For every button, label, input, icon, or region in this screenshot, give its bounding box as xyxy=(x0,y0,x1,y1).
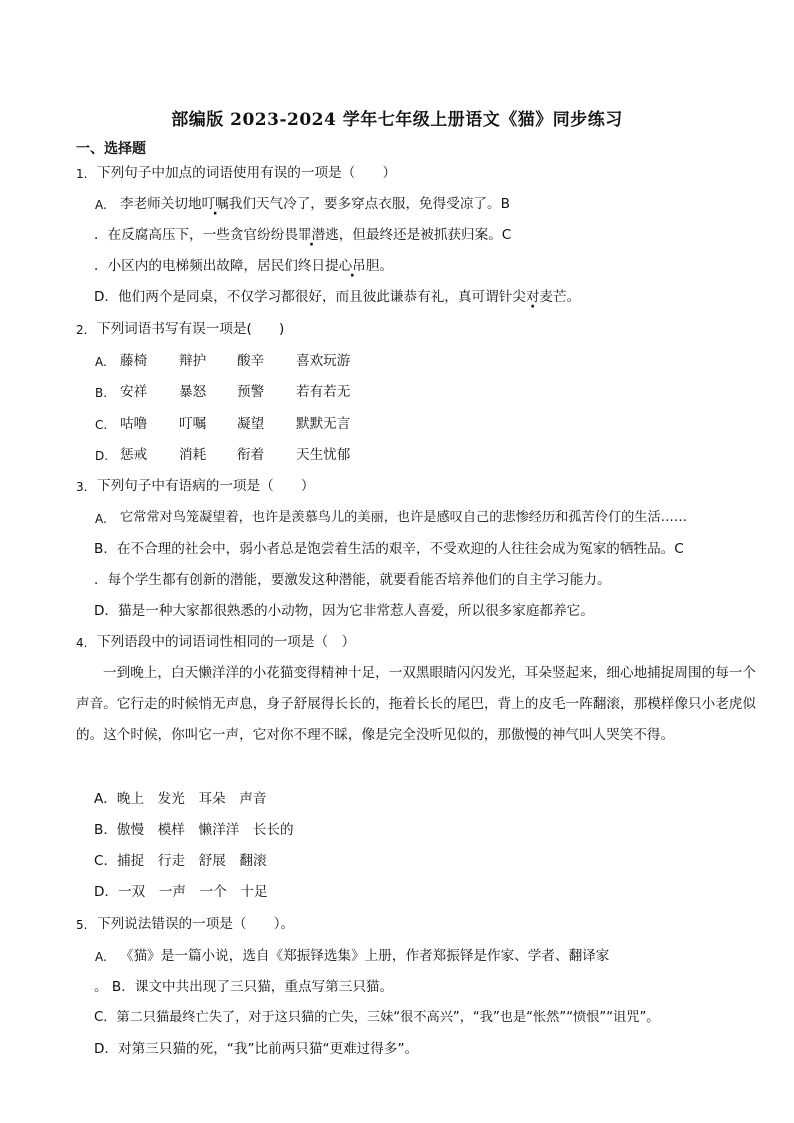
q3-option-a: 它常常对鸟笼凝望着，也许是羡慕鸟儿的美丽，也许是感叹自己的悲惨经历和孤苦伶仃的生活…… xyxy=(120,510,688,525)
q5-number: 5. xyxy=(76,918,88,932)
q4-passage: 一到晚上，白天懒洋洋的小花猫变得精神十足，一双黑眼睛闪闪发光，耳朵竖起来，细心地捕捉周围的每一个声音。它行走的时候悄无声息，身子舒展得长长的，拖着长长的尾巴，背上的皮毛一阵翻滚，那模样像只小老虎似的。这个时候，你叫它一声，它对你不理不睬，像是完全没听见似的，那傲慢的神气叫人哭笑不得。 xyxy=(76,665,756,743)
q2-number: 2. xyxy=(76,323,88,337)
q4-stem: 下列语段中的词语词性相同的一项是（ ） xyxy=(97,634,356,650)
q5-option-d: D．对第三只猫的死，“我”比前两只猫“更难过得多”。 xyxy=(94,1041,419,1057)
q5-option-c: C．第二只猫最终亡失了，对于这只猫的亡失，三妹“很不高兴”，“我”也是“怅然”“愤恨”“诅咒”。 xyxy=(94,1010,660,1025)
q1-stem: 下列句子中加点的词语使用有误的一项是（ ） xyxy=(97,165,397,181)
section-heading: 一、选择题 xyxy=(76,141,146,157)
document-title: 部编版 2023-2024 学年七年级上册语文《猫》同步练习 xyxy=(171,110,623,130)
q2-a-word-3: 酸辛 xyxy=(237,353,265,369)
q2-d-word-4: 天生忧郁 xyxy=(296,447,351,463)
q5-stem: 下列说法错误的一项是（ ）。 xyxy=(97,916,295,932)
q1-a-dotted-word: 叮嘱 xyxy=(201,196,229,212)
q2-b-word-2: 暴怒 xyxy=(179,384,207,400)
q1-b-text-pre: ．在反腐高压下，一些贪官纷纷 xyxy=(94,227,285,243)
q2-c-label: C. xyxy=(95,418,108,432)
q2-d-word-3: 衔着 xyxy=(237,447,265,463)
q1-a-text-pre: 李老师关切地 xyxy=(120,196,202,212)
q3-stem: 下列句子中有语病的一项是（ ） xyxy=(97,478,315,494)
q3-number: 3. xyxy=(76,480,88,494)
q2-b-word-3: 预警 xyxy=(237,384,265,400)
q2-d-word-2: 消耗 xyxy=(179,447,207,463)
q1-number: 1. xyxy=(76,167,88,181)
q2-d-word-1: 惩戒 xyxy=(120,447,148,463)
q2-d-label: D. xyxy=(95,449,109,463)
q2-a-label: A. xyxy=(95,355,107,369)
q3-option-a-label: A. xyxy=(95,512,107,526)
q2-b-label: B. xyxy=(95,386,108,400)
q2-a-word-4: 喜欢玩游 xyxy=(296,353,351,369)
q1-option-d xyxy=(94,288,580,306)
q1-option-b xyxy=(94,226,511,244)
q3-option-d: D．猫是一种大家都很熟悉的小动物，因为它非常惹人喜爱，所以很多家庭都养它。 xyxy=(94,603,594,619)
q2-c-word-3: 凝望 xyxy=(237,416,265,432)
q1-d-text-post: 。 xyxy=(566,289,581,305)
q1-option-a-label: A. xyxy=(95,198,107,212)
q1-b-dotted-word: 畏罪潜逃 xyxy=(284,227,339,243)
q4-number: 4. xyxy=(76,636,88,650)
q4-option-b: B．傲慢 模样 懒洋洋 长长的 xyxy=(94,822,294,838)
q4-option-a: A．晚上 发光 耳朵 声音 xyxy=(94,791,267,807)
q3-option-b: B．在不合理的社会中，弱小者总是饱尝着生活的艰辛，不受欢迎的人往往会成为冤家的牺牲品。C xyxy=(94,541,684,557)
q2-c-word-2: 叮嘱 xyxy=(179,416,207,432)
q4-option-c: C．捕捉 行走 舒展 翻滚 xyxy=(94,853,267,869)
q2-c-word-4: 默默无言 xyxy=(296,416,351,432)
q2-c-word-1: 咕噜 xyxy=(120,416,148,432)
q4-option-d: D．一双 一声 一个 十足 xyxy=(94,884,268,900)
q1-option-a xyxy=(120,195,510,213)
q2-b-word-1: 安祥 xyxy=(120,384,148,400)
q1-c-text-pre: ．小区内的电梯频出故障，居民们终日 xyxy=(94,258,326,274)
q1-c-text-post: 。 xyxy=(379,258,394,274)
q2-b-word-4: 若有若无 xyxy=(296,384,351,400)
q2-a-word-2: 辩护 xyxy=(179,353,207,369)
q1-a-text-post: 我们天气冷了，要多穿点衣服，免得受凉了。B xyxy=(228,196,510,212)
q3-option-c: ．每个学生都有创新的潜能，要激发这种潜能，就要看能否培养他们的自主学习能力。 xyxy=(94,572,611,588)
q1-d-text-pre: D．他们两个是同桌，不仅学习都很好，而且彼此谦恭有礼，真可谓 xyxy=(94,289,499,305)
q1-b-text-post: ，但最终还是被抓获归案。C xyxy=(338,227,512,243)
q2-a-word-1: 藤椅 xyxy=(120,353,148,369)
q5-option-b: 。 B．课文中共出现了三只猫，重点写第三只猫。 xyxy=(94,979,394,995)
q1-c-dotted-word: 提心吊胆 xyxy=(325,258,380,274)
q2-stem: 下列词语书写有误一项是( ) xyxy=(97,321,285,337)
q5-option-a: 《猫》是一篇小说，选自《郑振铎选集》上册，作者郑振铎是作家、学者、翻译家 xyxy=(120,948,610,964)
q1-d-dotted-word: 针尖对麦芒 · xyxy=(499,289,567,305)
q5-option-a-label: A. xyxy=(95,950,107,964)
q1-option-c xyxy=(94,257,393,275)
